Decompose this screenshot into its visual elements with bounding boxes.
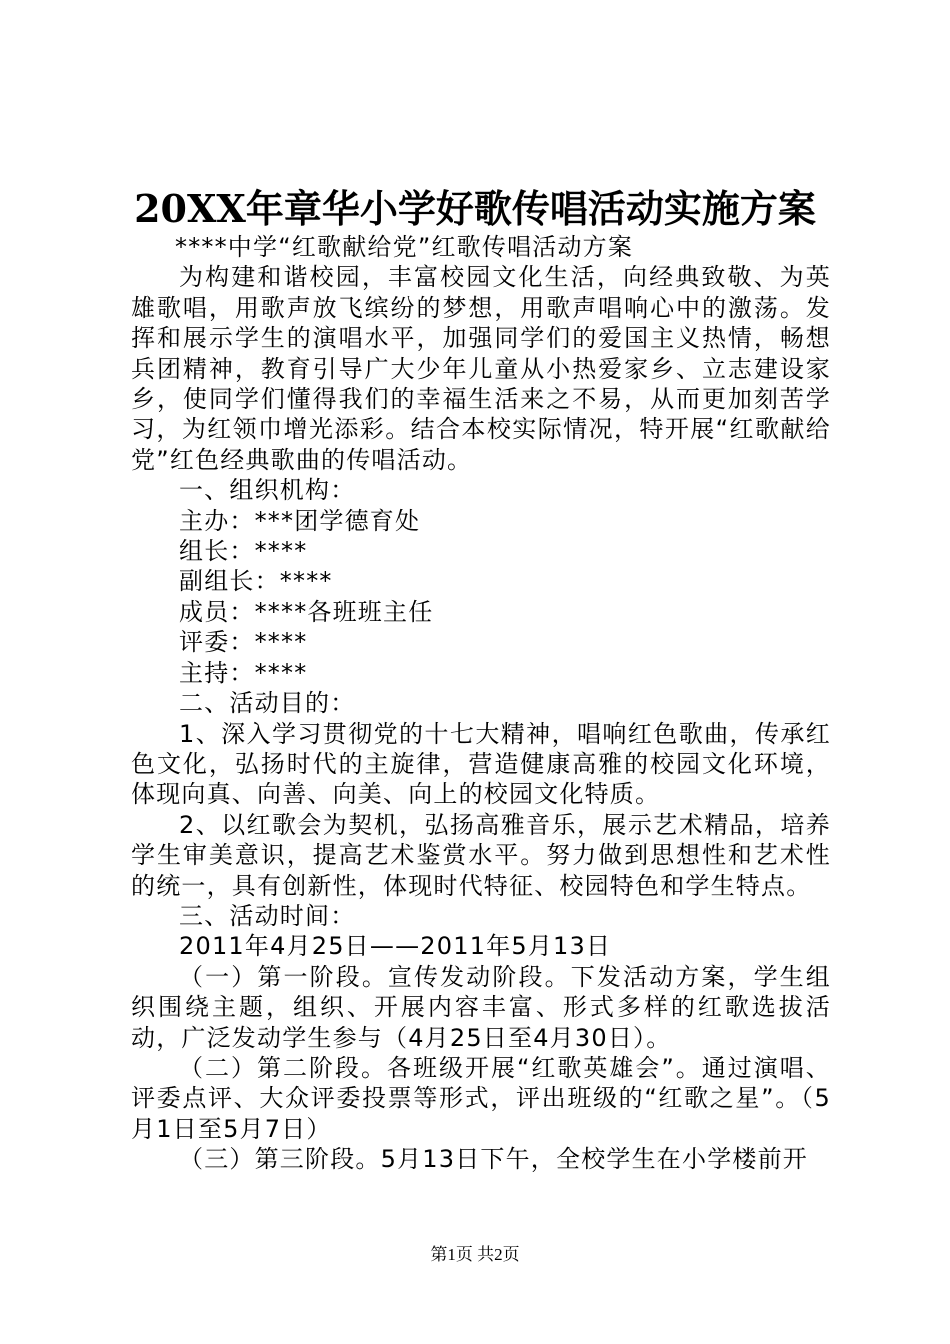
subtitle-paragraph: ****中学“红歌献给党”红歌传唱活动方案	[175, 233, 634, 261]
stage-three-paragraph: （三）第三阶段。5月13日下午，全校学生在小学楼前开	[179, 1145, 809, 1174]
stage-two-paragraph: （二）第二阶段。各班级开展“红歌英雄会”。通过演唱、评委点评、大众评委投票等形式，评出班级的“红歌之星”。（5月1日至5月7日）	[131, 1053, 831, 1143]
section-heading-purpose: 二、活动目的：	[179, 689, 356, 718]
intro-paragraph: 为构建和谐校园，丰富校园文化生活，向经典致敬、为英雄歌唱，用歌声放飞缤纷的梦想，用歌声唱响心中的激荡。发挥和展示学生的演唱水平，加强同学们的爱国主义热情，畅想兵团精神，教育引导广大少年儿童从小热爱家乡、立志建设家乡，使同学们懂得我们的幸福生活来之不易，从而更加刻苦学习，为红领巾增光添彩。结合本校实际情况，特开展“红歌献给党”红色经典歌曲的传唱活动。	[131, 263, 831, 474]
stage-one-paragraph: （一）第一阶段。宣传发动阶段。下发活动方案，学生组织围绕主题，组织、开展内容丰富、形式多样的红歌选拔活动，广泛发动学生参与（4月25日至4月30日）。	[131, 962, 831, 1052]
organizer-line: 主办：***团学德育处	[179, 506, 421, 535]
members-line: 成员：****各班班主任	[179, 597, 434, 626]
leader-line: 组长：****	[179, 537, 308, 566]
purpose-paragraph-2: 2、以红歌会为契机，弘扬高雅音乐，展示艺术精品，培养学生审美意识，提高艺术鉴赏水平。努力做到思想性和艺术性的统一，具有创新性，体现时代特征、校园特色和学生特点。	[131, 810, 831, 900]
purpose-paragraph-1: 1、深入学习贯彻党的十七大精神，唱响红色歌曲，传承红色文化，弘扬时代的主旋律，营造健康高雅的校园文化环境，体现向真、向善、向美、向上的校园文化特质。	[131, 719, 831, 809]
date-range-line: 2011年4月25日——2011年5月13日	[179, 932, 612, 961]
document-body	[131, 232, 831, 1175]
page-number-footer: 第1页 共2页	[430, 1245, 520, 1264]
host-line: 主持：****	[179, 658, 308, 687]
section-heading-time: 三、活动时间：	[179, 901, 356, 930]
deputy-leader-line: 副组长：****	[179, 567, 333, 596]
section-heading-organization: 一、组织机构：	[179, 476, 356, 505]
document-title: 20XX年章华小学好歌传唱活动实施方案	[134, 186, 816, 231]
judges-line: 评委：****	[179, 628, 308, 657]
